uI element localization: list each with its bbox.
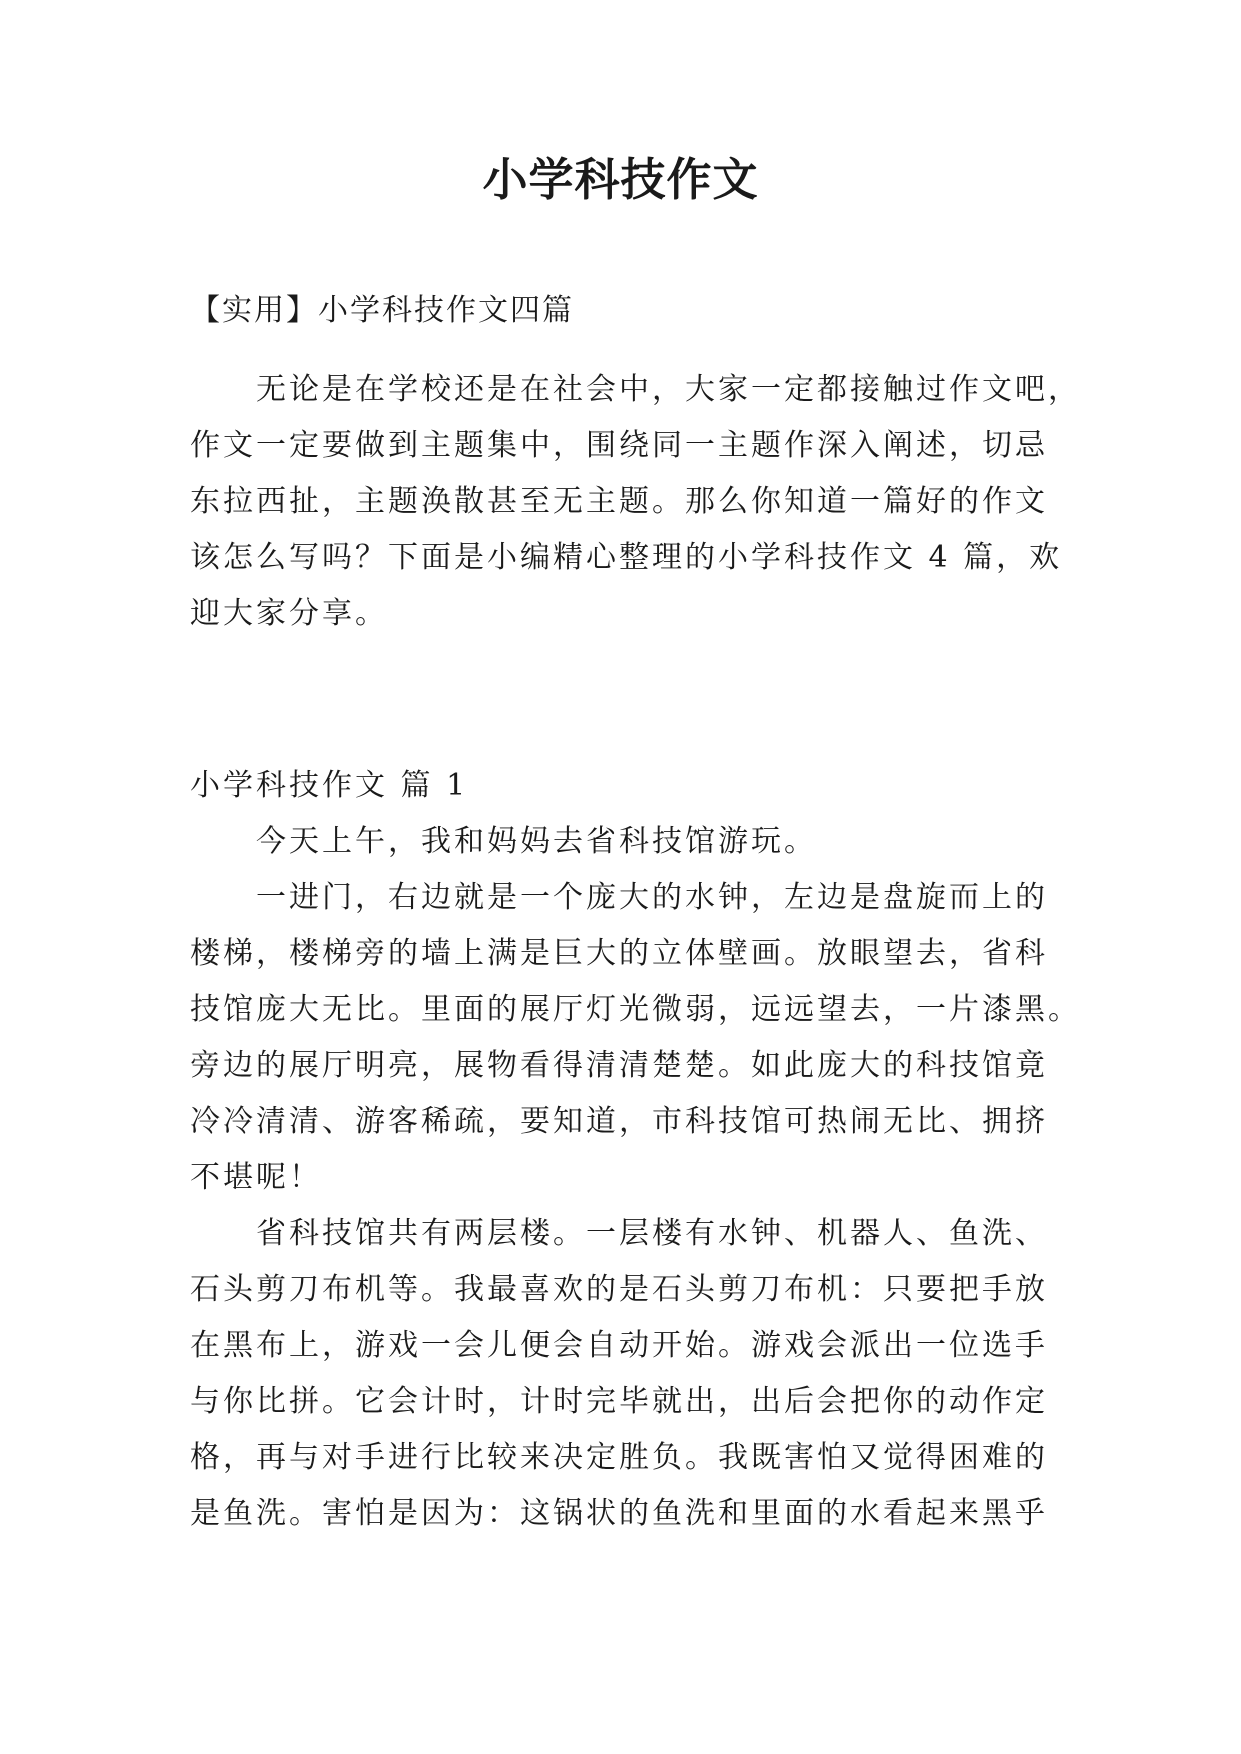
paragraph-1: [190, 814, 1050, 870]
intro-line: 东拉西扯，主题涣散甚至无主题。那么你知道一篇好的作文: [190, 484, 1048, 519]
paragraph-2: [190, 870, 1081, 1206]
intro-paragraph: [190, 362, 1081, 642]
paragraph-line: 在黑布上，游戏一会儿便会自动开始。游戏会派出一位选手: [190, 1328, 1048, 1363]
paragraph-line: 今天上午，我和妈妈去省科技馆游玩。: [256, 824, 817, 859]
paragraph-line: 石头剪刀布机等。我最喜欢的是石头剪刀布机：只要把手放: [190, 1272, 1048, 1307]
section-heading: 小学科技作文 篇 1: [190, 768, 469, 803]
document-subtitle: 【实用】小学科技作文四篇: [190, 293, 574, 328]
intro-line: 无论是在学校还是在社会中，大家一定都接触过作文吧，: [256, 372, 1081, 407]
document-title: 小学科技作文: [482, 153, 759, 206]
intro-line: 该怎么写吗？下面是小编精心整理的小学科技作文 4 篇，欢: [190, 540, 1063, 575]
paragraph-line: 格，再与对手进行比较来决定胜负。我既害怕又觉得困难的: [190, 1440, 1048, 1475]
paragraph-line: 楼梯，楼梯旁的墙上满是巨大的立体壁画。放眼望去，省科: [190, 936, 1048, 971]
paragraph-line: 是鱼洗。害怕是因为：这锅状的鱼洗和里面的水看起来黑乎: [190, 1496, 1048, 1531]
intro-line: 迎大家分享。: [190, 596, 388, 631]
paragraph-line: 省科技馆共有两层楼。一层楼有水钟、机器人、鱼洗、: [256, 1216, 1048, 1251]
intro-line: 作文一定要做到主题集中，围绕同一主题作深入阐述，切忌: [190, 428, 1048, 463]
paragraph-line: 不堪呢！: [190, 1160, 322, 1195]
paragraph-line: 技馆庞大无比。里面的展厅灯光微弱，远远望去，一片漆黑。: [190, 992, 1081, 1027]
paragraph-3: [190, 1206, 1050, 1542]
paragraph-line: 与你比拼。它会计时，计时完毕就出，出后会把你的动作定: [190, 1384, 1048, 1419]
paragraph-line: 一进门，右边就是一个庞大的水钟，左边是盘旋而上的: [256, 880, 1048, 915]
paragraph-line: 旁边的展厅明亮，展物看得清清楚楚。如此庞大的科技馆竟: [190, 1048, 1048, 1083]
paragraph-line: 冷冷清清、游客稀疏，要知道，市科技馆可热闹无比、拥挤: [190, 1104, 1048, 1139]
